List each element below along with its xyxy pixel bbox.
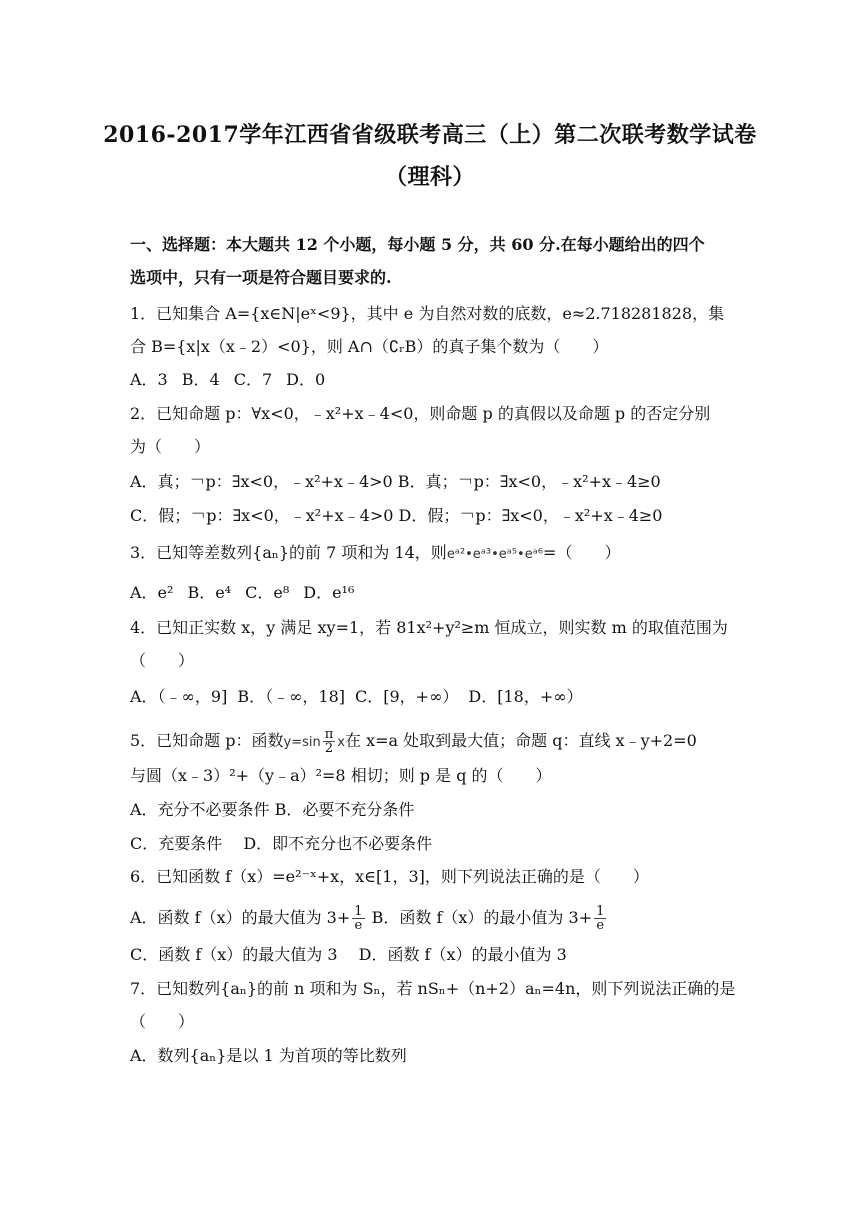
- q7-line1: 7．已知数列{aₙ}的前 n 项和为 Sₙ，若 nSₙ+（n+2）aₙ=4n，则下列说法正确的是: [130, 979, 736, 998]
- q1-line1: 1．已知集合 A={x∈N|eˣ<9}，其中 e 为自然对数的底数，e≈2.718281828，集: [130, 304, 725, 323]
- q6-frac-a-den: e: [354, 918, 363, 933]
- q2-line1: 2．已知命题 p：∀x<0，﹣x²+x﹣4<0，则命题 p 的真假以及命题 p 的否定分别: [130, 404, 711, 423]
- q6-fraction-a: [352, 905, 364, 932]
- q3-options: [130, 583, 740, 603]
- q3-option-d: D．e¹⁶: [303, 583, 355, 602]
- exam-subtitle: （理科）: [384, 164, 475, 190]
- q3-option-c: C．e⁸: [245, 583, 290, 602]
- exam-title: 2016-2017学年江西省省级联考高三（上）第二次联考数学试卷: [103, 122, 757, 148]
- q5-line1: [130, 728, 740, 755]
- q2-options-cd: C．假；￢p：∃x<0，﹣x²+x﹣4>0 D．假；￢p：∃x<0，﹣x²+x﹣4≥0: [130, 506, 663, 525]
- q3-option-a: A．e²: [130, 583, 174, 602]
- q3-text: 3．已知等差数列{aₙ}的前 7 项和为 14，则: [130, 543, 447, 562]
- q1-option-d: D．0: [286, 370, 326, 389]
- q6-option-a: A．函数 f（x）的最大值为 3+: [130, 908, 351, 927]
- q6-frac-a-num: 1: [354, 904, 363, 919]
- q3-option-b: B．e⁴: [187, 583, 232, 602]
- q1-line2: 合 B={x|x（x﹣2）<0}，则 A∩（∁ᵣB）的真子集个数为（ ）: [130, 337, 609, 356]
- q5-frac-num: π: [324, 727, 334, 742]
- q6-option-b: B．函数 f（x）的最小值为 3+: [366, 908, 593, 927]
- q2-options-ab: A．真；￢p：∃x<0，﹣x²+x﹣4>0 B．真；￢p：∃x<0，﹣x²+x﹣4≥0: [130, 472, 661, 491]
- q5-line2: 与圆（x﹣3）²+（y﹣a）²=8 相切；则 p 是 q 的（ ）: [130, 766, 552, 785]
- q4-options: [130, 687, 740, 707]
- q1-option-c: C．7: [233, 370, 273, 389]
- q4-line1: 4．已知正实数 x，y 满足 xy=1，若 81x²+y²≥m 恒成立，则实数 m 的取值范围为: [130, 618, 728, 637]
- q5-text-end: 在 x=a 处取到最大值；命题 q：直线 x﹣y+2=0: [344, 731, 697, 750]
- q3-text-end: =（ ）: [543, 543, 621, 562]
- q6-options-cd: C．函数 f（x）的最大值为 3 D．函数 f（x）的最小值为 3: [130, 945, 567, 964]
- q6-frac-b-num: 1: [596, 904, 605, 919]
- q5-expr-x: x: [337, 735, 345, 750]
- q6-line1: 6．已知函数 f（x）=e²⁻ˣ+x，x∈[1，3]，则下列说法正确的是（ ）: [130, 867, 649, 886]
- q4-option-a: A．（﹣∞，9]: [130, 687, 228, 706]
- q5-frac-den: 2: [324, 741, 334, 756]
- q1-options: [130, 370, 740, 390]
- q6-fraction-b: [594, 905, 606, 932]
- q3-line1: [130, 543, 740, 565]
- q2-line2: 为（ ）: [130, 437, 211, 456]
- q1-option-b: B．4: [181, 370, 220, 389]
- section-header-line1: 一、选择题：本大题共 12 个小题，每小题 5 分，共 60 分.在每小题给出的四个: [130, 235, 705, 254]
- q6-frac-b-den: e: [596, 918, 605, 933]
- q4-option-c: C．[9，+∞）: [355, 687, 459, 706]
- q6-options-ab: [130, 905, 740, 932]
- q7-line2: （ ）: [130, 1012, 195, 1031]
- q1-option-a: A．3: [130, 370, 168, 389]
- q5-options-cd: C．充要条件 D．即不充分也不必要条件: [130, 834, 433, 853]
- q4-option-d: D．[18，+∞）: [468, 687, 583, 706]
- q4-line2: （ ）: [130, 651, 195, 670]
- section-header-line2: 选项中，只有一项是符合题目要求的.: [130, 268, 392, 287]
- q5-options-ab: A．充分不必要条件 B．必要不充分条件: [130, 800, 415, 819]
- q3-expression: eᵃ²•eᵃ³•eᵃ⁵•eᵃ⁶: [446, 547, 544, 562]
- q7-option-a: A．数列{aₙ}是以 1 为首项的等比数列: [130, 1046, 407, 1065]
- q5-fraction: [323, 728, 336, 755]
- q5-text: 5．已知命题 p：函数: [130, 731, 284, 750]
- q5-expr-y: y=sin: [283, 735, 321, 750]
- q4-option-b: B．（﹣∞，18]: [237, 687, 346, 706]
